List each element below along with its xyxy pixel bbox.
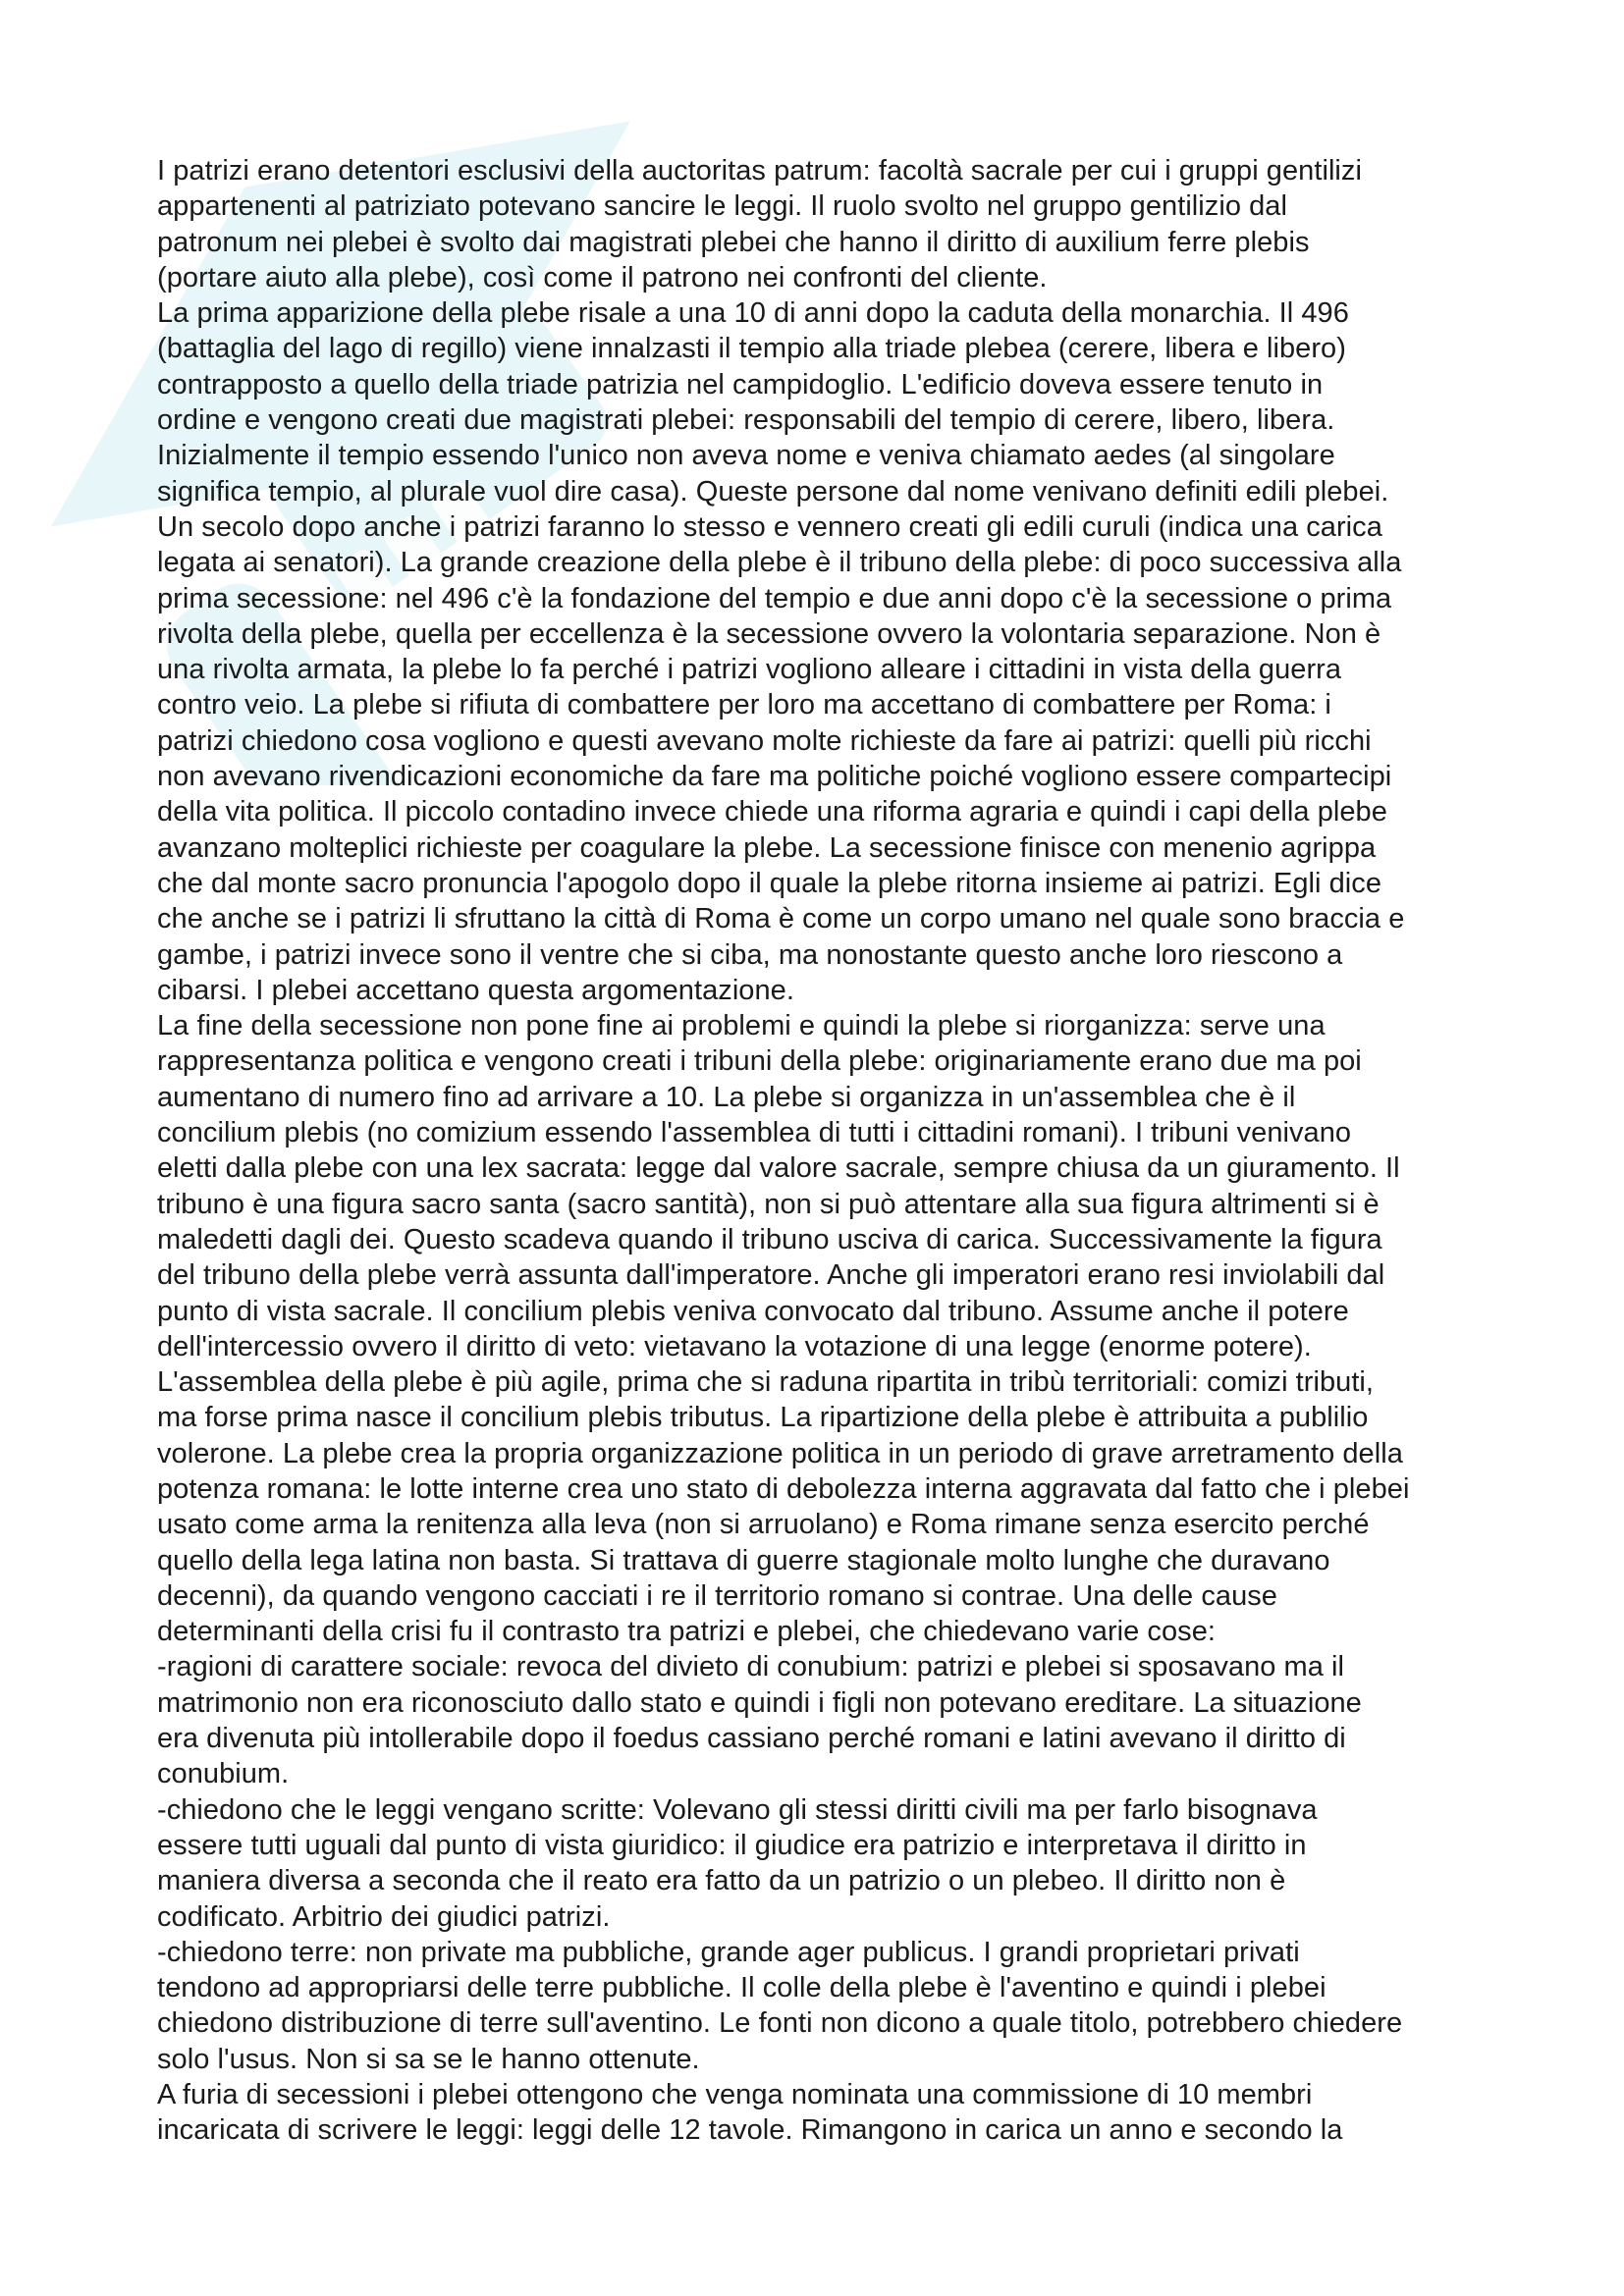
text-line: (portare aiuto alla plebe), così come il patrono nei confronti del cliente. (157, 261, 1048, 294)
text-line: ma forse prima nasce il concilium plebis tributus. La ripartizione della plebe è attribuita a publilio (157, 1402, 1369, 1434)
text-line: essere tutti uguali dal punto di vista giuridico: il giudice era patrizio e interpretava il diritto in (157, 1829, 1307, 1861)
text-line: che anche se i patrizi li sfruttano la città di Roma è come un corpo umano nel quale sono braccia e (157, 903, 1405, 935)
text-line: patronum nei plebei è svolto dai magistrati plebei che hanno il diritto di auxilium ferre plebis (157, 226, 1310, 258)
text-line: Un secolo dopo anche i patrizi faranno lo stesso e vennero creati gli edili curuli (indica una carica (157, 510, 1382, 543)
text-line: potenza romana: le lotte interne crea uno stato di debolezza interna aggravata dal fatto che i plebei (157, 1472, 1410, 1505)
text-line: legata ai senatori). La grande creazione della plebe è il tribuno della plebe: di poco successiva alla (157, 547, 1402, 579)
text-line: quello della lega latina non basta. Si trattava di guerre stagionale molto lunghe che duravano (157, 1544, 1330, 1576)
text-line: maniera diversa a seconda che il reato era fatto da un patrizio o un plebeo. Il diritto non è (157, 1865, 1286, 1897)
text-line: A furia di secessioni i plebei ottengono che venga nominata una commissione di 10 membri (157, 2079, 1313, 2111)
text-line: dell'intercessio ovvero il diritto di veto: vietavano la votazione di una legge (enorme potere). (157, 1330, 1312, 1362)
paragraph (157, 295, 1463, 1008)
text-line: decenni), da quando vengono cacciati i re il territorio romano si contrae. Una delle cause (157, 1579, 1277, 1612)
text-line: contrapposto a quello della triade patrizia nel campidoglio. L'edificio doveva essere tenuto in (157, 368, 1324, 400)
text-line: prima secessione: nel 496 c'è la fondazione del tempio e due anni dopo c'è la secessione o prima (157, 582, 1392, 614)
text-line: patrizi chiedono cosa vogliono e questi avevano molte richieste da fare ai patrizi: quelli più ricchi (157, 724, 1372, 757)
text-line: punto di vista sacrale. Il concilium plebis veniva convocato dal tribuno. Assume anche il potere (157, 1295, 1349, 1327)
text-line: chiedono distribuzione di terre sull'aventino. Le fonti non dicono a quale titolo, potrebbero chiedere (157, 2007, 1403, 2040)
text-line: -chiedono terre: non private ma pubbliche, grande ager publicus. I grandi proprietari privati (157, 1936, 1300, 1968)
paragraph (157, 1649, 1463, 1791)
text-line: Inizialmente il tempio essendo l'unico non aveva nome e veniva chiamato aedes (al singolare (157, 440, 1335, 472)
text-line: avanzano molteplici richieste per coagulare la plebe. La secessione finisce con menenio agrippa (157, 831, 1377, 864)
text-line: una rivolta armata, la plebe lo fa perché i patrizi vogliono alleare i cittadini in vista della guerra (157, 654, 1342, 686)
text-line: significa tempio, al plurale vuol dire casa). Queste persone dal nome venivano definiti edili plebei. (157, 475, 1389, 507)
text-line: del tribuno della plebe verrà assunta dall'imperatore. Anche gli imperatori erano resi inviolabili dal (157, 1259, 1385, 1292)
text-line: appartenenti al patriziato potevano sancire le leggi. Il ruolo svolto nel gruppo gentilizio dal (157, 190, 1287, 223)
text-line: codificato. Arbitrio dei giudici patrizi. (157, 1900, 611, 1933)
text-line: che dal monte sacro pronuncia l'apogolo dopo il quale la plebe ritorna insieme ai patrizi. Egli dice (157, 867, 1382, 899)
text-line: era divenuta più intollerabile dopo il foedus cassiano perché romani e latini avevano il diritto di (157, 1723, 1346, 1755)
text-line: maledetti dagli dei. Questo scadeva quando il tribuno usciva di carica. Successivamente la figura (157, 1223, 1382, 1255)
text-line: cibarsi. I plebei accettano questa argomentazione. (157, 974, 794, 1006)
text-line: gambe, i patrizi invece sono il ventre che si ciba, ma nonostante questo anche loro riescono a (157, 938, 1343, 971)
text-line: La fine della secessione non pone fine ai problemi e quindi la plebe si riorganizza: serve una (157, 1010, 1326, 1042)
text-line: La prima apparizione della plebe risale a una 10 di anni dopo la caduta della monarchia. Il 496 (157, 297, 1349, 330)
text-line: incaricata di scrivere le leggi: leggi delle 12 tavole. Rimangono in carica un anno e secondo la (157, 2114, 1343, 2147)
text-line: non avevano rivendicazioni economiche da fare ma politiche poiché vogliono essere compartecipi (157, 761, 1392, 793)
paragraph (157, 153, 1463, 295)
text-line: -chiedono che le leggi vengano scritte: Volevano gli stessi diritti civili ma per farlo bisognava (157, 1793, 1318, 1826)
text-line: I patrizi erano detentori esclusivi della auctoritas patrum: facoltà sacrale per cui i gruppi gentilizi (157, 155, 1362, 187)
text-line: aumentano di numero fino ad arrivare a 10. La plebe si organizza in un'assemblea che è il (157, 1081, 1296, 1113)
text-line: conubium. (157, 1758, 290, 1790)
text-line: rivolta della plebe, quella per eccellenza è la secessione ovvero la volontaria separazione. Non è (157, 617, 1381, 650)
text-line: -ragioni di carattere sociale: revoca del divieto di conubium: patrizi e plebei si sposavano ma il (157, 1651, 1345, 1683)
text-line: determinanti della crisi fu il contrasto tra patrizi e plebei, che chiedevano varie cose: (157, 1616, 1217, 1648)
text-line: eletti dalla plebe con una lex sacrata: legge dal valore sacrale, sempre chiusa da un giuramento. Il (157, 1152, 1400, 1185)
text-line: solo l'usus. Non si sa se le hanno ottenute. (157, 2043, 700, 2075)
text-line: contro veio. La plebe si rifiuta di combattere per loro ma accettano di combattere per Roma: i (157, 689, 1331, 721)
text-line: rappresentanza politica e vengono creati i tribuni della plebe: originariamente erano due ma poi (157, 1045, 1362, 1078)
text-line: concilium plebis (no comizium essendo l'assemblea di tutti i cittadini romani). I tribuni venivano (157, 1117, 1352, 1149)
text-line: volerone. La plebe crea la propria organizzazione politica in un periodo di grave arretramento della (157, 1437, 1403, 1469)
text-line: tendono ad appropriarsi delle terre pubbliche. Il colle della plebe è l'aventino e quindi i plebei (157, 1972, 1326, 2004)
paragraph (157, 2077, 1463, 2149)
paragraph (157, 1935, 1463, 2077)
text-line: tribuno è una figura sacro santa (sacro santità), non si può attentare alla sua figura altrimenti si è (157, 1188, 1380, 1220)
paragraph (157, 1792, 1463, 1935)
text-line: usato come arma la renitenza alla leva (non si arruolano) e Roma rimane senza esercito perché (157, 1509, 1370, 1541)
text-line: della vita politica. Il piccolo contadino invece chiede una riforma agraria e quindi i capi della plebe (157, 796, 1387, 828)
text-line: L'assemblea della plebe è più agile, prima che si raduna ripartita in tribù territoriali: comizi tributi, (157, 1366, 1375, 1399)
text-line: ordine e vengono creati due magistrati plebei: responsabili del tempio di cerere, libero, libera. (157, 404, 1335, 437)
text-line: (battaglia del lago di regillo) viene innalzasti il tempio alla triade plebea (cerere, libera e libero) (157, 333, 1346, 365)
paragraph (157, 1008, 1463, 1649)
text-line: matrimonio non era riconosciuto dallo stato e quindi i figli non potevano ereditare. La situazione (157, 1686, 1362, 1719)
document-body (157, 153, 1463, 2149)
